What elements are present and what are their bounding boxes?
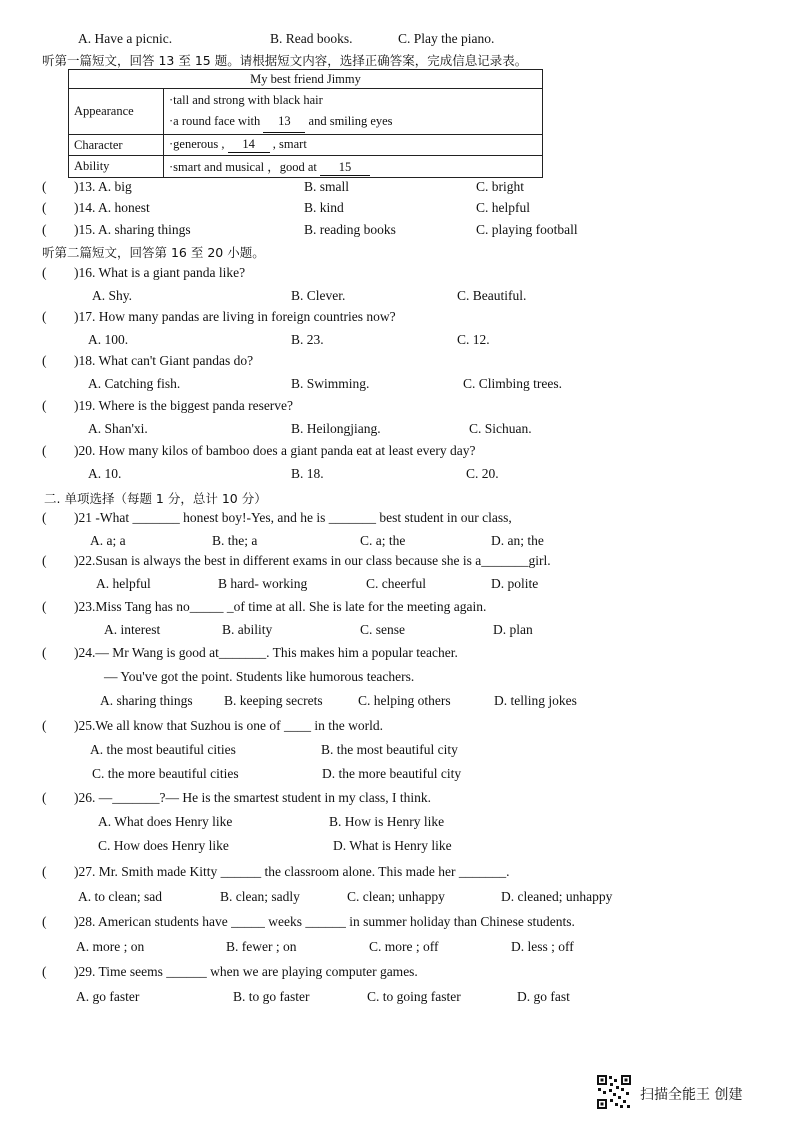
- q21-option-c: C. a; the: [360, 533, 406, 548]
- q14-option-c: C. helpful: [476, 200, 530, 215]
- answer-paren[interactable]: (: [42, 443, 47, 458]
- answer-paren[interactable]: (: [42, 790, 47, 805]
- q23-option-a: A. interest: [104, 622, 161, 637]
- q15-option-a: )15. A. sharing things: [74, 222, 191, 237]
- q28-stem: )28. American students have _____ weeks ______ in summer holiday than Chinese students.: [74, 914, 575, 929]
- q20-stem: )20. How many kilos of bamboo does a giant panda eat at least every day?: [74, 443, 476, 458]
- q29-option-d: D. go fast: [517, 989, 570, 1004]
- q22-option-d: D. polite: [491, 576, 539, 591]
- q18-stem: )18. What can't Giant pandas do?: [74, 353, 254, 368]
- answer-paren[interactable]: (: [42, 553, 47, 568]
- character-value: ·generous , 14 , smart: [164, 135, 543, 156]
- answer-paren[interactable]: (: [42, 200, 47, 215]
- q12-option-c: C. Play the piano.: [398, 31, 495, 46]
- character-label: Character: [69, 135, 164, 156]
- q21-option-b: B. the; a: [212, 533, 258, 548]
- q21-option-a: A. a; a: [90, 533, 126, 548]
- q13-option-b: B. small: [304, 179, 350, 194]
- q24-stem-reply: — You've got the point. Students like humorous teachers.: [104, 669, 415, 684]
- q27-option-d: D. cleaned; unhappy: [501, 889, 613, 904]
- q26-option-a: A. What does Henry like: [98, 814, 233, 829]
- q16-option-b: B. Clever.: [291, 288, 346, 303]
- q16-option-c: C. Beautiful.: [457, 288, 527, 303]
- answer-paren[interactable]: (: [42, 265, 47, 280]
- q23-stem: )23.Miss Tang has no_____ _of time at all. She is late for the meeting again.: [74, 599, 487, 614]
- q18-option-a: A. Catching fish.: [88, 376, 181, 391]
- q12-option-b: B. Read books.: [270, 31, 353, 46]
- qr-code-icon: [596, 1074, 632, 1110]
- answer-paren[interactable]: (: [42, 718, 47, 733]
- section3-heading: 二. 单项选择（每题 1 分，总计 10 分）: [44, 491, 267, 506]
- q17-option-c: C. 12.: [457, 332, 490, 347]
- q13-option-a: )13. A. big: [74, 179, 132, 194]
- q19-option-a: A. Shan'xi.: [88, 421, 148, 436]
- q24-option-b: B. keeping secrets: [224, 693, 323, 708]
- q21-stem: )21 -What _______ honest boy!-Yes, and he is _______ best student in our class,: [74, 510, 512, 525]
- q28-option-c: C. more ; off: [369, 939, 439, 954]
- q28-option-b: B. fewer ; on: [226, 939, 297, 954]
- q17-option-a: A. 100.: [88, 332, 129, 347]
- q26-stem: )26. —_______?— He is the smartest student in my class, I think.: [74, 790, 431, 805]
- q29-option-c: C. to going faster: [367, 989, 461, 1004]
- q24-option-a: A. sharing things: [100, 693, 193, 708]
- blank-13[interactable]: 13: [263, 111, 305, 133]
- answer-paren[interactable]: (: [42, 964, 47, 979]
- q15-option-c: C. playing football: [476, 222, 578, 237]
- q27-option-b: B. clean; sadly: [220, 889, 300, 904]
- answer-paren[interactable]: (: [42, 864, 47, 879]
- q21-option-d: D. an; the: [491, 533, 544, 548]
- q20-option-b: B. 18.: [291, 466, 324, 481]
- q27-stem: )27. Mr. Smith made Kitty ______ the classroom alone. This made her _______.: [74, 864, 510, 879]
- info-table: [68, 69, 543, 178]
- section1-instruction: 听第一篇短文，回答 13 至 15 题。请根据短文内容，选择正确答案，完成信息记录表。: [42, 53, 528, 68]
- q29-option-b: B. to go faster: [233, 989, 310, 1004]
- answer-paren[interactable]: (: [42, 222, 47, 237]
- q17-option-b: B. 23.: [291, 332, 324, 347]
- q24-stem: )24.— Mr Wang is good at_______. This makes him a popular teacher.: [74, 645, 458, 660]
- q23-option-b: B. ability: [222, 622, 273, 637]
- q16-option-a: A. Shy.: [92, 288, 133, 303]
- q28-option-d: D. less ; off: [511, 939, 574, 954]
- q22-stem: )22.Susan is always the best in different exams in our class because she is a_______girl.: [74, 553, 551, 568]
- answer-paren[interactable]: (: [42, 510, 47, 525]
- q17-stem: )17. How many pandas are living in foreign countries now?: [74, 309, 396, 324]
- q25-option-d: D. the more beautiful city: [322, 766, 462, 781]
- q16-stem: )16. What is a giant panda like?: [74, 265, 246, 280]
- info-table-title: My best friend Jimmy: [69, 70, 543, 89]
- q22-option-a: A. helpful: [96, 576, 151, 591]
- answer-paren[interactable]: (: [42, 353, 47, 368]
- appearance-line1: ·tall and strong with black hair: [169, 93, 323, 107]
- blank-14[interactable]: 14: [228, 137, 270, 153]
- q12-option-a: A. Have a picnic.: [78, 31, 173, 46]
- q28-option-a: A. more ; on: [76, 939, 145, 954]
- q18-option-c: C. Climbing trees.: [463, 376, 562, 391]
- ability-value: ·smart and musical ，good at 15: [164, 156, 543, 178]
- q19-option-c: C. Sichuan.: [469, 421, 532, 436]
- q26-option-d: D. What is Henry like: [333, 838, 452, 853]
- q27-option-c: C. clean; unhappy: [347, 889, 445, 904]
- answer-paren[interactable]: (: [42, 179, 47, 194]
- q22-option-c: C. cheerful: [366, 576, 426, 591]
- q13-option-c: C. bright: [476, 179, 525, 194]
- scanner-watermark: 扫描全能王 创建: [640, 1087, 743, 1103]
- appearance-line2: ·a round face with 13 and smiling eyes: [169, 111, 537, 133]
- answer-paren[interactable]: (: [42, 914, 47, 929]
- ability-label: Ability: [69, 156, 164, 178]
- section2-instruction: 听第二篇短文，回答第 16 至 20 小题。: [42, 245, 265, 260]
- appearance-label: Appearance: [69, 89, 164, 135]
- answer-paren[interactable]: (: [42, 599, 47, 614]
- answer-paren[interactable]: (: [42, 398, 47, 413]
- q25-option-a: A. the most beautiful cities: [90, 742, 236, 757]
- q19-option-b: B. Heilongjiang.: [291, 421, 381, 436]
- q25-stem: )25.We all know that Suzhou is one of ____ in the world.: [74, 718, 383, 733]
- q14-option-a: )14. A. honest: [74, 200, 150, 215]
- q29-stem: )29. Time seems ______ when we are playing computer games.: [74, 964, 418, 979]
- q29-option-a: A. go faster: [76, 989, 140, 1004]
- q19-stem: )19. Where is the biggest panda reserve?: [74, 398, 294, 413]
- q15-option-b: B. reading books: [304, 222, 396, 237]
- q24-option-d: D. telling jokes: [494, 693, 577, 708]
- q18-option-b: B. Swimming.: [291, 376, 370, 391]
- q23-option-c: C. sense: [360, 622, 405, 637]
- q22-option-b: B hard- working: [218, 576, 308, 591]
- q26-option-b: B. How is Henry like: [329, 814, 445, 829]
- q23-option-d: D. plan: [493, 622, 533, 637]
- answer-paren[interactable]: (: [42, 309, 47, 324]
- q27-option-a: A. to clean; sad: [78, 889, 162, 904]
- q24-option-c: C. helping others: [358, 693, 451, 708]
- blank-15[interactable]: 15: [320, 160, 370, 176]
- q25-option-b: B. the most beautiful city: [321, 742, 458, 757]
- q14-option-b: B. kind: [304, 200, 344, 215]
- q20-option-c: C. 20.: [466, 466, 499, 481]
- answer-paren[interactable]: (: [42, 645, 47, 660]
- q20-option-a: A. 10.: [88, 466, 122, 481]
- q26-option-c: C. How does Henry like: [98, 838, 229, 853]
- q25-option-c: C. the more beautiful cities: [92, 766, 239, 781]
